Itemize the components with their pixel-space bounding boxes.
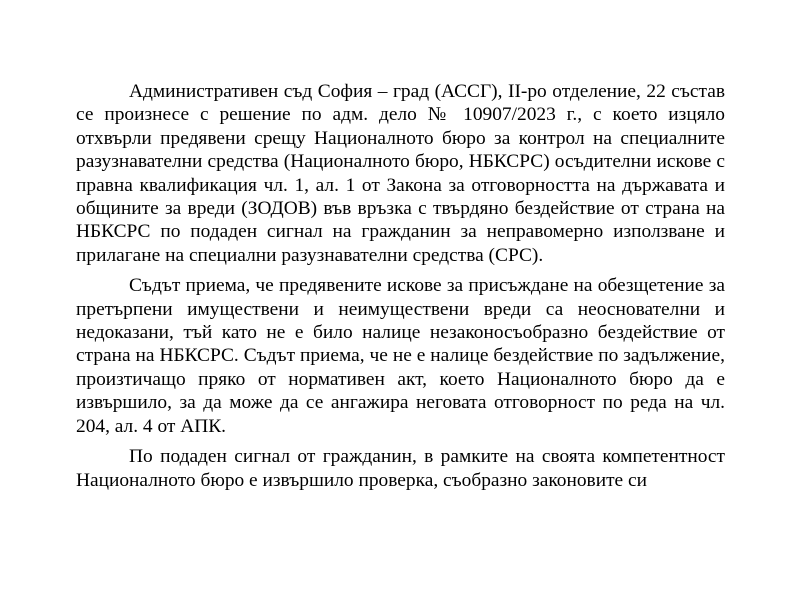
paragraph-court-decision: Административен съд София – град (АССГ), II-ро отделение, 22 състав се произнесе с решение по адм. дело № 10907/2023 г., с което изцяло отхвърли предявени срещу Националното бюро за контрол на специалните разузнавателни средства (Националното бюро, НБКСРС) осъдителни искове с правна квалификация чл. 1, ал. 1 от Закона за отговорността на държавата и общините за вреди (ЗОДОВ) във връзка с твърдяно бездействие от страна на НБКСРС по подаден сигнал на гражданин за неправомерно използване и прилагане на специални разузнавателни средства (СРС). (76, 81, 725, 266)
document-body (76, 80, 725, 492)
paragraph-court-reasoning: Съдът приема, че предявените искове за присъждане на обезщетение за претърпени имуществени и неимуществени вреди са неоснователни и недоказани, тъй като не е било налице незаконосъобразно бездействие от страна на НБКСРС. Съдът приема, че не е налице бездействие по задължение, произтичащо пряко от нормативен акт, което Националното бюро да е извършило, за да може да се ангажира неговата отговорност по реда на чл. 204, ал. 4 от АПК. (76, 275, 725, 437)
paragraph-signal-check: По подаден сигнал от гражданин, в рамките на своята компетентност Националното бюро е извършило проверка, съобразно законовите си (76, 446, 725, 491)
